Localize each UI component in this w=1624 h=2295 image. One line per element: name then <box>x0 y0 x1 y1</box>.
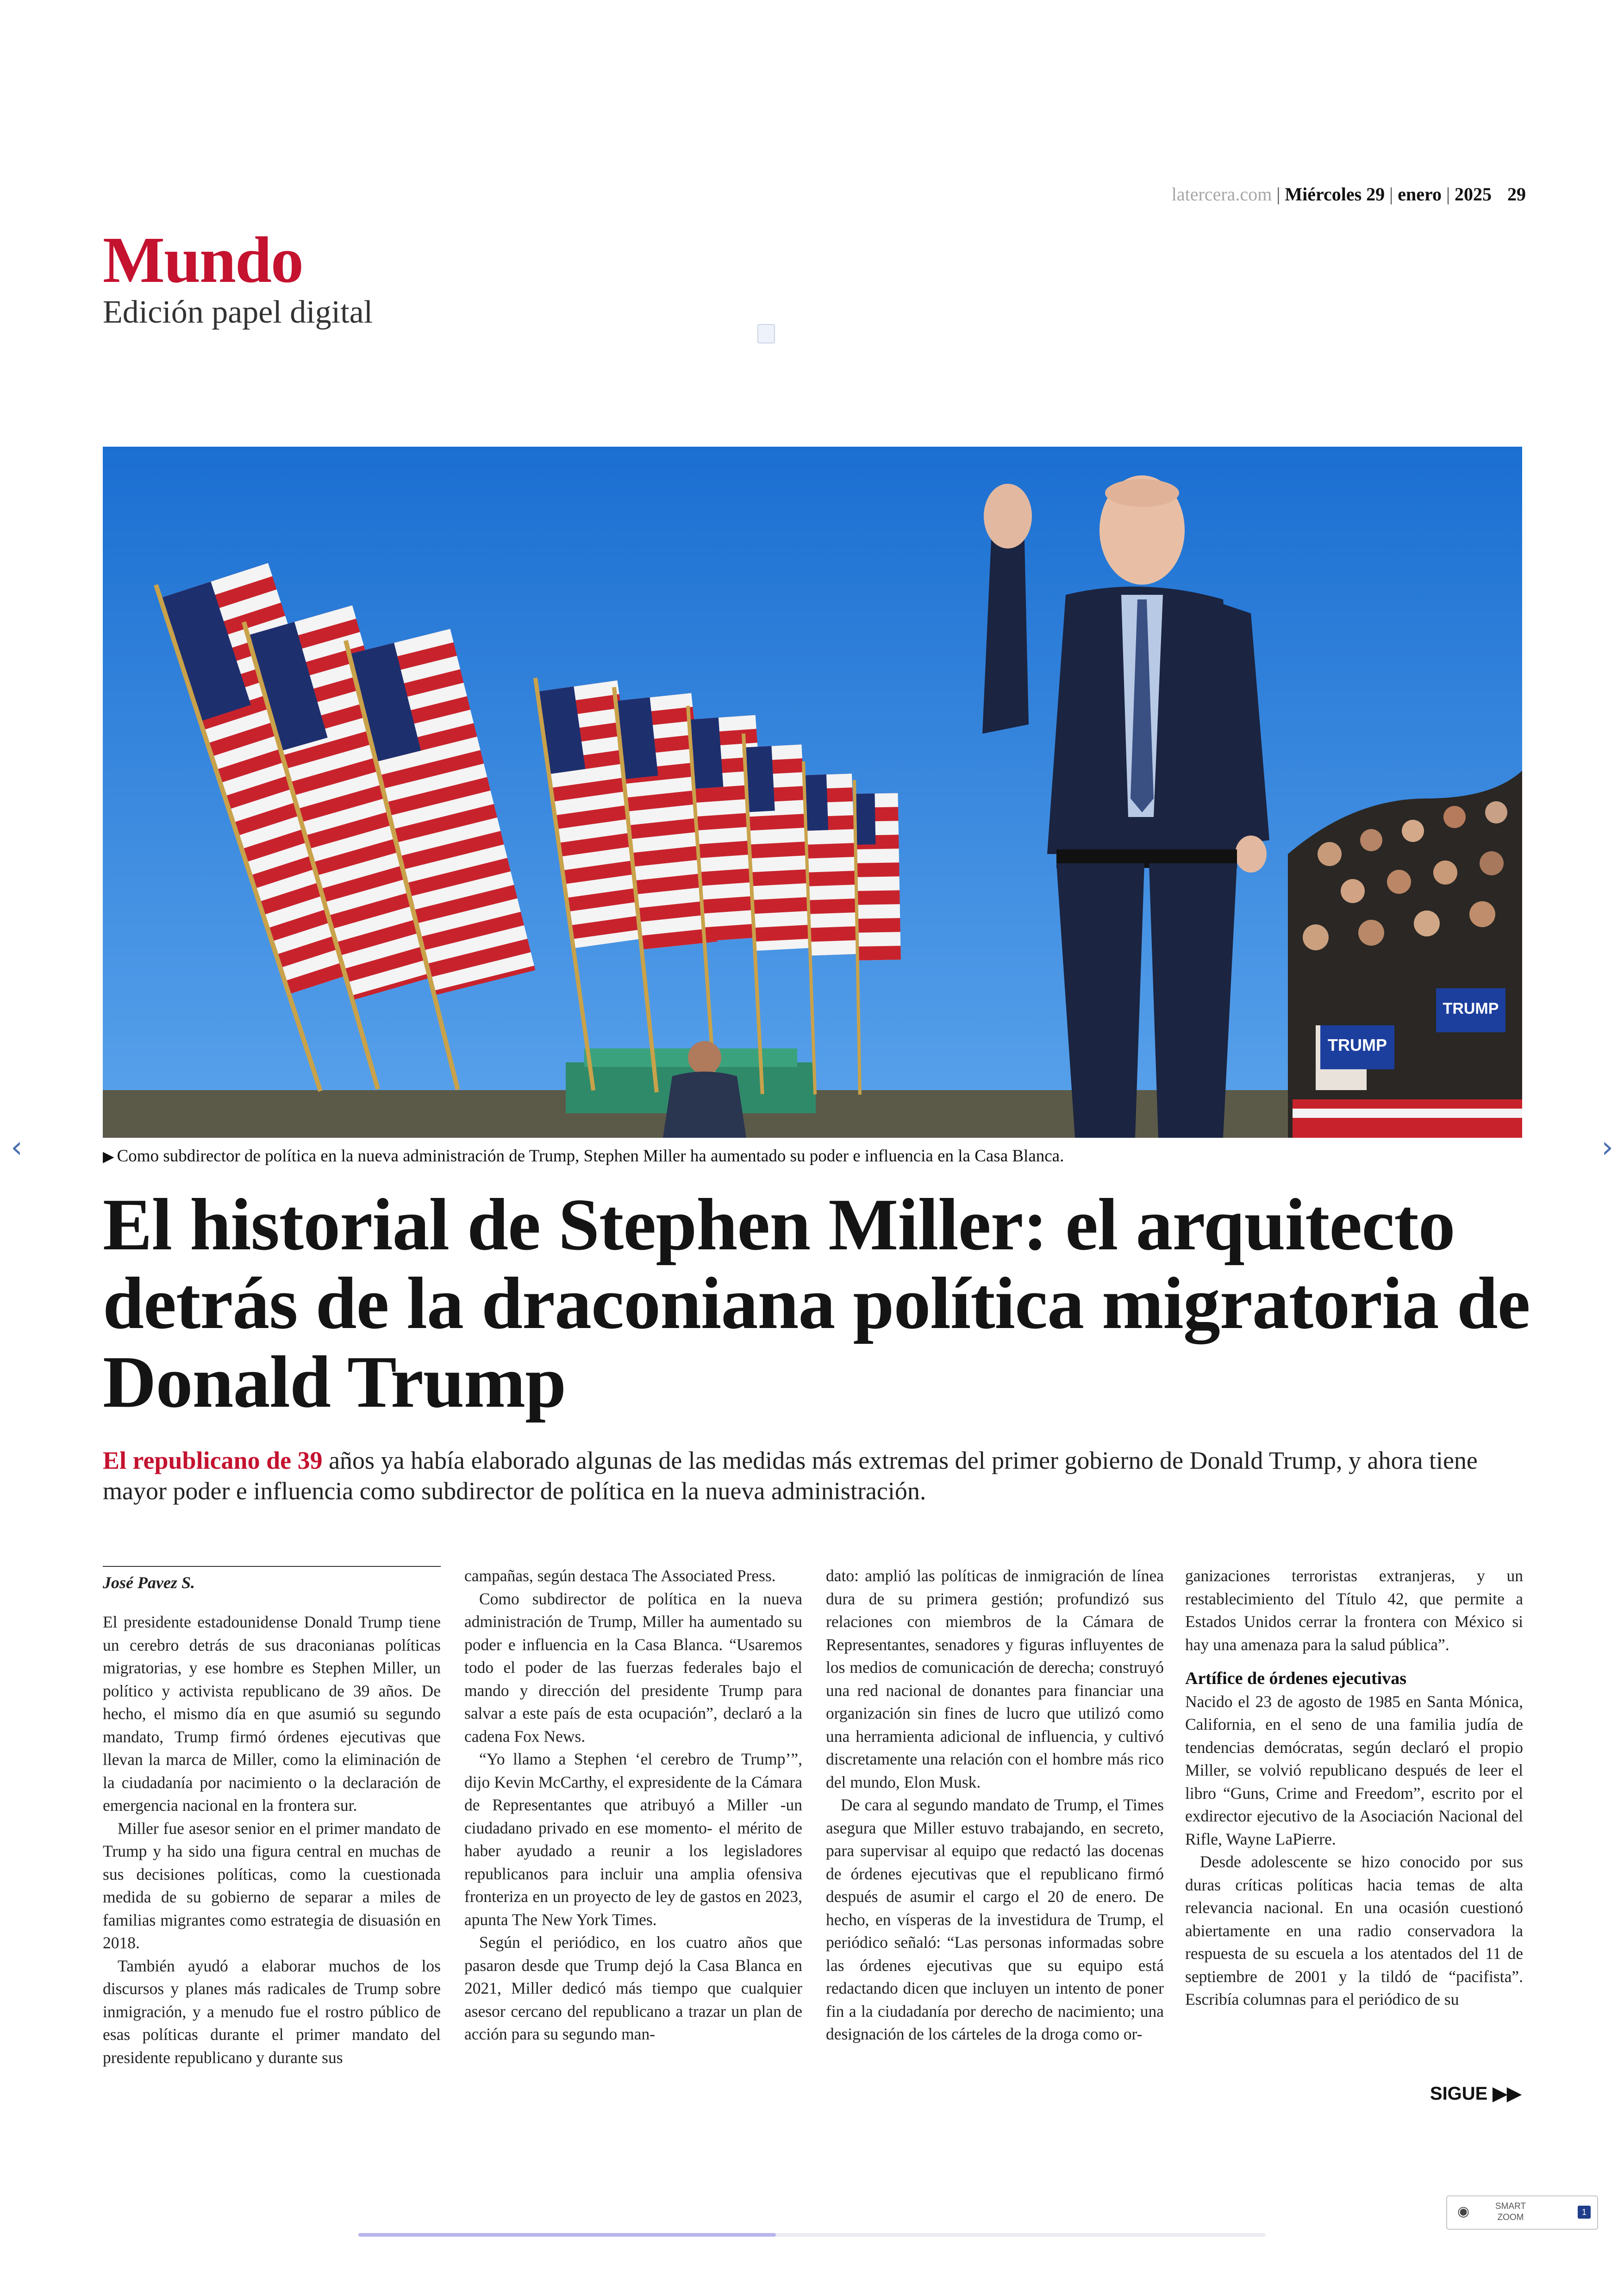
article-headline: El historial de Stephen Miller: el arquitecto detrás de la draconiana política migratoria de Donald Trump <box>103 1183 1530 1423</box>
issue-day: Miércoles 29 <box>1285 184 1385 205</box>
page-progress-fill <box>358 2233 776 2237</box>
chevron-left-icon[interactable]: ‹ <box>11 1130 23 1165</box>
site-name: latercera.com <box>1171 184 1272 205</box>
deck-lead: El republicano de 39 <box>103 1447 323 1474</box>
paragraph: Como subdirector de política en la nueva administración de Trump, Miller ha aumentado su poder e influencia en la Casa Blanca. “Usaremos todo el poder de las fuerzas federales bajo el mando y dirección del presidente Trump para salvar a este país de esta ocupación”, declaró a la cadena Fox News. <box>464 1589 802 1746</box>
photo-caption <box>103 1146 1064 1166</box>
paragraph: Según el periódico, en los cuatro años que pasaron desde que Trump dejó la Casa Blanca en 2021, Miller dedicó más tiempo que cualquier asesor cercano del republicano a trazar un plan de acción para su segundo man- <box>464 1933 802 2043</box>
paragraph: campañas, según destaca The Associated Press. <box>464 1566 776 1585</box>
body-column-2 <box>464 1565 802 2046</box>
section-subtitle: Edición papel digital <box>103 294 373 330</box>
article-photo <box>103 447 1522 1138</box>
section-title: Mundo <box>103 223 303 296</box>
body-column-3 <box>826 1565 1164 2046</box>
paragraph: Nacido el 23 de agosto de 1985 en Santa Mónica, California, en el seno de una familia judía de tendencias demócratas, según declaró el propio Miller, se volvió republicano después de leer el libro “Guns, Crime and Freedom”, escrito por el exdirector ejecutivo de la Asociación Nacional del Rifle, Wayne LaPierre. <box>1185 1692 1523 1848</box>
page-number: 29 <box>1507 184 1526 205</box>
caption-text: Como subdirector de política en la nueva administración de Trump, Stephen Miller ha aumentado su poder e influencia en la Casa Blanca. <box>117 1147 1064 1166</box>
smart-zoom-label: SMART ZOOM <box>1495 2201 1526 2222</box>
sign-text-1: TRUMP <box>1328 1035 1387 1054</box>
deck-text: años ya había elaborado algunas de las medidas más extremas del primer gobierno de Donald Trump, y ahora tiene mayor poder e influencia como subdirector de política en la nueva administración. <box>103 1447 1478 1505</box>
article-deck <box>103 1445 1529 1506</box>
paragraph: dato: amplió las políticas de inmigración de línea dura de su primera gestión; profundizó sus relaciones con miembros de la Cámara de Representantes, senadores y figuras influyentes de los medios de comunicación de derecha; construyó una red nacional de donantes para financiar una organización sin fines de lucro que utilizó como una herramienta adicional de influencia, y cultivó discretamente una relación con el hombre más rico del mundo, Elon Musk. <box>826 1566 1164 1791</box>
rally-photo-illustration <box>103 447 1522 1138</box>
smart-zoom-badge: 1 <box>1578 2206 1591 2219</box>
sign-text-2: TRUMP <box>1443 1000 1499 1017</box>
body-column-4 <box>1185 1565 1523 2011</box>
issue-year: 2025 <box>1455 184 1492 205</box>
paragraph: De cara al segundo mandato de Trump, el Times asegura que Miller estuvo trabajando, en secreto, para supervisar al equipo que redactó las docenas de órdenes ejecutivas que el republicano firmó después de asumir el cargo el 20 de enero. De hecho, en vísperas de la investidura de Trump, el periódico señaló: “Las personas informadas sobre las órdenes ejecutivas que su equipo está redactando dicen que incluyen un intento de poner fin a la ciudadanía por derecho de nacimiento; una designación de los cárteles de la droga como or- <box>826 1796 1164 2043</box>
paragraph: Desde adolescente se hizo conocido por sus duras críticas políticas hacia temas de alta relevancia nacional. En una ocasión cuestionó abiertamente en una radio conservadora la respuesta de su escuela a los atentados del 11 de septiembre de 2001 y la tildó de “pacifista”. Escribía columnas para el periódico de su <box>1185 1852 1523 2008</box>
smart-zoom-button[interactable] <box>1446 2195 1598 2230</box>
chevron-right-icon[interactable]: › <box>1601 1130 1613 1165</box>
section-subhead: Artífice de órdenes ejecutivas <box>1185 1669 1407 1688</box>
body-column-1 <box>103 1611 441 2069</box>
issue-month: enero <box>1398 184 1442 205</box>
eye-icon: ◉ <box>1457 2203 1470 2220</box>
paragraph: “Yo llamo a Stephen ‘el cerebro de Trump’”, dijo Kevin McCarthy, el expresidente de la Cámara de Representantes que atribuyó a Miller -un ciudadano privado en ese momento- el mérito de haber ayudado a reunir a los legisladores republicanos para incluir una amplia ofensiva fronteriza en un proyecto de ley de gastos en 2023, apunta The New York Times. <box>464 1750 802 1929</box>
paragraph: El presidente estadounidense Donald Trump tiene un cerebro detrás de sus draconianas políticas migratorias, y ese hombre es Stephen Miller, un político y activista republicano de 39 años. De hecho, el mismo día en que asumió su segundo mandato, Trump firmó órdenes ejecutivas que llevan la marca de Miller, como la eliminación de la ciudadanía por nacimiento o la declaración de emergencia nacional en la frontera sur. <box>103 1613 441 1815</box>
paragraph: También ayudó a elaborar muchos de los discursos y planes más radicales de Trump sobre inmigración, y a menudo fue el rostro público de esas políticas durante el primer mandato del presidente republicano y durante sus <box>103 1956 441 2067</box>
page-thumbnail-icon[interactable] <box>757 324 775 343</box>
article-author: José Pavez S. <box>103 1573 195 1592</box>
caption-triangle-icon: ▶ <box>103 1148 114 1165</box>
page-folio: latercera.com | Miércoles 29 | enero | 2025 29 <box>1171 184 1526 205</box>
author-rule <box>103 1566 441 1567</box>
paragraph: Miller fue asesor senior en el primer mandato de Trump y ha sido una figura central en muchas de sus decisiones políticas, como la cuestionada medida de su gobierno de separar a miles de familias migrantes como estrategia de disuasión en 2018. <box>103 1819 441 1952</box>
paragraph: ganizaciones terroristas extranjeras, y un restablecimiento del Título 42, que permite a Estados Unidos cerrar la frontera con México si hay una amenaza para la salud pública”. <box>1185 1566 1523 1654</box>
continue-link[interactable]: SIGUE ▶▶ <box>1430 2083 1521 2104</box>
